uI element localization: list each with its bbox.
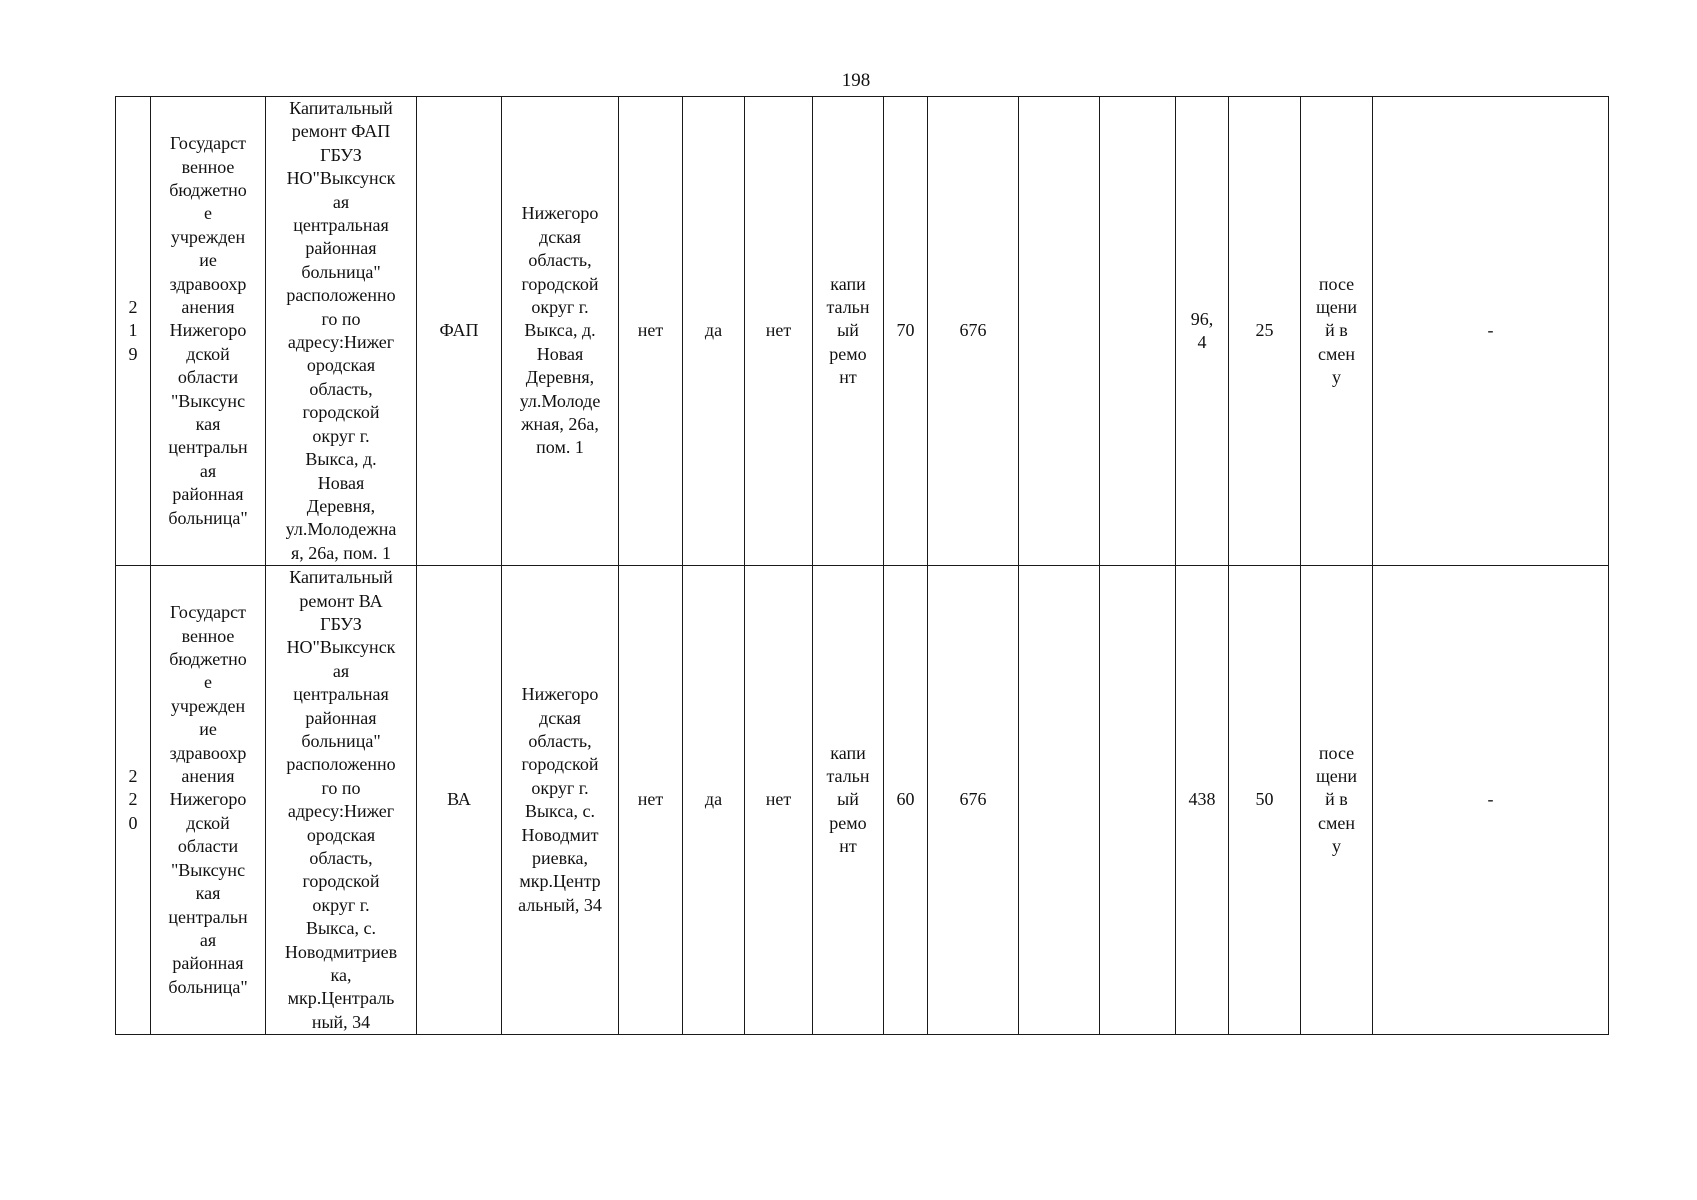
cell-text-line: округ г. [531, 296, 589, 317]
cell-text-line: - [1487, 320, 1494, 341]
cell-text-line: Нижегоро [169, 320, 247, 341]
cell-text-line: ородская [306, 355, 376, 376]
cell-text-line: 70 [896, 320, 915, 341]
cell-text-line: анения [181, 766, 235, 787]
cell-text-line: Государст [170, 133, 246, 154]
cell-text-line: посе [1318, 742, 1355, 763]
cell-text-line: центральн [168, 437, 248, 458]
flag-cell-1 [619, 97, 683, 566]
cell-text-line: мкр.Центр [519, 871, 601, 892]
cell-text-line: й в [1325, 320, 1348, 341]
value-cell-2 [928, 566, 1019, 1035]
cell-text-line: го по [321, 308, 361, 329]
flag-cell-1 [619, 566, 683, 1035]
cell-text-line: НО"Выксунск [286, 168, 396, 189]
cell-text-line: Новая [317, 472, 365, 493]
cell-text-line: 4 [1197, 332, 1207, 353]
cell-text-line: НО"Выксунск [286, 637, 396, 658]
cell-text-line: нт [839, 836, 857, 857]
cell-text-line: 96, [1190, 308, 1214, 329]
object-description-cell [266, 97, 417, 566]
cell-text-line: учрежден [170, 695, 246, 716]
cell-text-line: венное [181, 156, 235, 177]
cell-text-line: венное [181, 625, 235, 646]
cell-text-line: городской [302, 402, 380, 423]
cell-text-line: у [1332, 367, 1341, 388]
cell-text-line: Новодмитриев [284, 941, 398, 962]
cell-text-line: ка, [330, 965, 352, 986]
row-number-cell [116, 97, 151, 566]
cell-text-line: 50 [1255, 789, 1274, 810]
cell-text-line: Нижегоро [521, 684, 599, 705]
work-type-cell [813, 566, 884, 1035]
cell-text-line: дская [539, 226, 581, 247]
cell-text-line: Деревня, [306, 495, 376, 516]
cell-text-line: дской [186, 812, 230, 833]
table-row [116, 566, 1609, 1035]
cell-text-line: ремо [829, 812, 867, 833]
value-cell-1 [884, 97, 928, 566]
capital-repair-table [115, 96, 1609, 1035]
cell-text-line: я, 26а, пом. 1 [291, 542, 391, 563]
cell-text-line: риевка, [531, 848, 589, 868]
cell-text-line: больница" [168, 507, 248, 528]
flag-cell-2 [683, 97, 745, 566]
cell-text-line: Новая [536, 343, 584, 364]
value-cell-1 [884, 566, 928, 1035]
cell-text-line: 1 [128, 320, 138, 341]
cell-text-line: адресу:Нижег [287, 801, 395, 822]
cell-text-line: центральн [168, 906, 248, 927]
cell-text-line: капи [830, 273, 866, 294]
cell-text-line: й в [1325, 789, 1348, 810]
cell-text-line: ремо [829, 343, 867, 364]
cell-text-line: тальн [826, 766, 870, 787]
cell-text-line: районная [305, 238, 377, 259]
page-number: 198 [841, 70, 871, 91]
cell-text-line: 60 [896, 789, 915, 810]
cell-text-line: ный, 34 [311, 1011, 371, 1032]
cell-text-line: центральная [293, 684, 389, 705]
cell-text-line: ГБУЗ [320, 144, 362, 165]
cell-text-line: ремонт ФАП [291, 121, 391, 142]
cell-text-line: Капитальный [289, 98, 393, 118]
cell-text-line: адресу:Нижег [287, 332, 395, 353]
cell-text-line: альный, 34 [518, 894, 602, 915]
empty-cell-2 [1100, 566, 1176, 1035]
cell-text-line: больница" [301, 261, 381, 282]
cell-text-line: кая [195, 413, 221, 434]
capacity-unit-cell [1301, 97, 1373, 566]
cell-text-line: го по [321, 777, 361, 798]
cell-text-line: е [204, 672, 212, 693]
cell-text-line: ФАП [439, 320, 479, 341]
cell-text-line: округ г. [531, 777, 589, 798]
cell-text-line: ул.Молоде [519, 390, 601, 411]
cell-text-line: 25 [1255, 320, 1274, 341]
capacity-unit-cell [1301, 566, 1373, 1035]
address-cell [502, 97, 619, 566]
cell-text-line: область, [309, 848, 373, 868]
cell-text-line: дской [186, 343, 230, 364]
cell-text-line: ие [199, 719, 217, 740]
cell-text-line: нет [637, 789, 664, 810]
cell-text-line: бюджетно [169, 649, 247, 670]
cell-text-line: 2 [128, 789, 138, 810]
cell-text-line: больница" [301, 730, 381, 751]
cell-text-line: нет [765, 789, 792, 810]
cell-text-line: 676 [959, 320, 987, 341]
institution-name-cell [151, 97, 266, 566]
address-cell [502, 566, 619, 1035]
object-type-cell [417, 566, 502, 1035]
cell-text-line: Выкса, с. [524, 801, 596, 822]
cell-text-line: смен [1317, 343, 1355, 364]
cell-text-line: ая [199, 460, 217, 481]
cell-text-line: нт [839, 367, 857, 388]
cell-text-line: городской [302, 871, 380, 892]
note-cell [1373, 97, 1609, 566]
cell-text-line: ый [837, 320, 859, 341]
object-type-cell [417, 97, 502, 566]
cell-text-line: дская [539, 707, 581, 728]
cell-text-line: анения [181, 296, 235, 317]
cell-text-line: е [204, 203, 212, 224]
cell-text-line: ремонт ВА [299, 590, 383, 611]
cell-text-line: городской [521, 754, 599, 775]
cell-text-line: ородская [306, 824, 376, 845]
cell-text-line: здравоохр [169, 742, 247, 763]
cell-text-line: области [177, 836, 239, 857]
empty-cell-1 [1019, 97, 1100, 566]
row-number-cell [116, 566, 151, 1035]
cell-text-line: ая [332, 660, 350, 681]
cell-text-line: округ г. [312, 894, 370, 915]
cell-text-line: кая [195, 883, 221, 904]
cell-text-line: ая [332, 191, 350, 212]
cell-text-line: 676 [959, 789, 987, 810]
cell-text-line: ие [199, 250, 217, 271]
cell-text-line: Нижегоро [521, 203, 599, 224]
value-cell-2 [928, 97, 1019, 566]
cell-text-line: районная [305, 707, 377, 728]
flag-cell-3 [745, 97, 813, 566]
cell-text-line: здравоохр [169, 273, 247, 294]
cell-text-line: щени [1315, 296, 1358, 317]
cell-text-line: область, [309, 378, 373, 399]
object-description-cell [266, 566, 417, 1035]
cell-text-line: ул.Молодежна [285, 519, 397, 540]
cell-text-line: 9 [128, 343, 138, 364]
cell-text-line: ВА [447, 789, 471, 810]
note-cell [1373, 566, 1609, 1035]
cell-text-line: центральная [293, 215, 389, 236]
cell-text-line: Деревня, [525, 367, 595, 388]
table-body [116, 97, 1609, 1035]
flag-cell-2 [683, 566, 745, 1035]
cell-text-line: учрежден [170, 226, 246, 247]
cell-text-line: области [177, 367, 239, 388]
cell-text-line: расположенно [286, 754, 396, 775]
cell-text-line: - [1487, 789, 1494, 810]
cell-text-line: да [704, 320, 723, 341]
cell-text-line: посе [1318, 273, 1355, 294]
cell-text-line: Новодмит [521, 824, 599, 845]
cell-text-line: щени [1315, 766, 1358, 787]
cell-text-line: жная, 26а, [521, 413, 599, 434]
cell-text-line: 0 [128, 812, 138, 833]
cell-text-line: больница" [168, 976, 248, 997]
cell-text-line: пом. 1 [536, 437, 584, 458]
cell-text-line: городской [521, 273, 599, 294]
cell-text-line: "Выксунс [170, 390, 246, 411]
cell-text-line: ый [837, 789, 859, 810]
cell-text-line: смен [1317, 812, 1355, 833]
cell-text-line: 2 [128, 766, 138, 787]
cell-text-line: у [1332, 836, 1341, 857]
cell-text-line: мкр.Централь [287, 988, 395, 1009]
table-row [116, 97, 1609, 566]
cell-text-line: 438 [1188, 789, 1216, 810]
cell-text-line: область, [528, 250, 592, 271]
cell-text-line: Выкса, д. [305, 449, 377, 470]
cell-text-line: ая [199, 929, 217, 950]
cell-text-line: округ г. [312, 425, 370, 446]
cell-text-line: Капитальный [289, 567, 393, 588]
cell-text-line: "Выксунс [170, 859, 246, 880]
cell-text-line: тальн [826, 296, 870, 317]
capacity-cell [1229, 566, 1301, 1035]
empty-cell-1 [1019, 566, 1100, 1035]
cell-text-line: нет [765, 320, 792, 341]
cell-text-line: да [704, 789, 723, 810]
capacity-cell [1229, 97, 1301, 566]
cell-text-line: бюджетно [169, 179, 247, 200]
cell-text-line: область, [528, 730, 592, 751]
cell-text-line: 2 [128, 296, 138, 317]
cell-text-line: ГБУЗ [320, 613, 362, 634]
cell-text-line: Нижегоро [169, 789, 247, 810]
flag-cell-3 [745, 566, 813, 1035]
institution-name-cell [151, 566, 266, 1035]
cell-text-line: Государст [170, 602, 246, 623]
cell-text-line: нет [637, 320, 664, 341]
cell-text-line: капи [830, 742, 866, 763]
cell-text-line: Выкса, д. [524, 320, 596, 341]
value-cell-3 [1176, 97, 1229, 566]
value-cell-3 [1176, 566, 1229, 1035]
work-type-cell [813, 97, 884, 566]
empty-cell-2 [1100, 97, 1176, 566]
cell-text-line: Выкса, с. [305, 918, 377, 939]
cell-text-line: районная [172, 953, 244, 974]
cell-text-line: расположенно [286, 285, 396, 306]
cell-text-line: районная [172, 484, 244, 505]
